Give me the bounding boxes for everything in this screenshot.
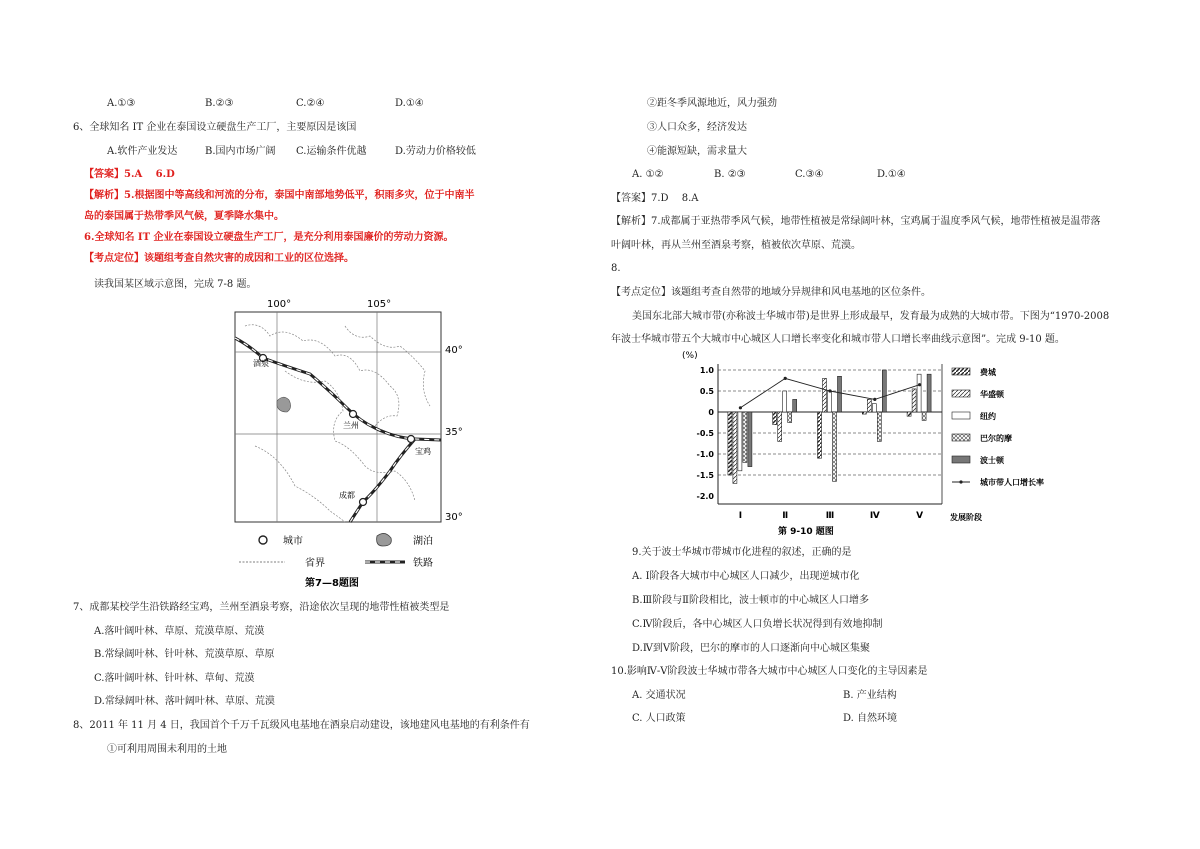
q7-option-b: B.常绿阔叶林、针叶林、荒漠草原、草原 — [94, 649, 275, 660]
analysis-8-number: 8. — [611, 263, 621, 274]
bar — [788, 412, 792, 423]
bar — [773, 412, 777, 425]
map-caption: 第7—8题图 — [305, 578, 359, 589]
chart-caption: 第 9-10 题图 — [778, 527, 834, 537]
answer-5-6: 【答案】5.A 6.D — [84, 169, 175, 180]
q6-option-a: A.软件产业发达 — [107, 146, 178, 157]
q10-stem: 10.影响Ⅳ-Ⅴ阶段波士华城市带各大城市中心城区人口变化的主导因素是 — [611, 666, 928, 677]
q10-option-c: C. 人口政策 — [632, 713, 686, 724]
x-tick-label: Ⅴ — [916, 511, 924, 521]
q9-option-d: D.Ⅳ到Ⅴ阶段，巴尔的摩市的人口逐渐向中心城区集聚 — [632, 643, 871, 654]
analysis-7-line1: 【解析】7.成都属于亚热带季风气候，地带性植被是常绿阔叶林，宝鸡属于温度季风气候，地带性植被是温带落 — [611, 216, 1101, 227]
railway-line — [235, 338, 441, 440]
x-tick-label: Ⅳ — [869, 511, 880, 521]
bar — [778, 412, 782, 441]
q8-item-3: ③人口众多，经济发达 — [647, 122, 747, 133]
intro-9-10-line2: 年波士华城市带五个大城市中心城区人口增长率变化和城市带人口增长率曲线示意图”。完成 9-10 题。 — [611, 334, 1065, 345]
y-tick-label: -1.5 — [696, 471, 714, 480]
bar — [733, 412, 737, 483]
legend-label: 费城 — [980, 368, 996, 377]
bar — [922, 412, 926, 420]
q8-option-c: C.③④ — [795, 169, 824, 180]
q7-option-d: D.常绿阔叶林、落叶阔叶林、草原、荒漠 — [94, 696, 275, 707]
legend-swatch — [952, 434, 970, 441]
q8-item-2: ②距冬季风源地近，风力强劲 — [647, 98, 777, 109]
bar — [927, 374, 931, 412]
line-point — [918, 383, 921, 386]
analysis-5-line2: 岛的泰国属于热带季风气候，夏季降水集中。 — [84, 211, 284, 222]
bar — [793, 399, 797, 412]
bar — [912, 389, 916, 412]
bar — [783, 391, 787, 412]
q9-option-b: B.Ⅲ阶段与Ⅱ阶段相比，波士顿市的中心城区人口增多 — [632, 595, 869, 606]
q8-option-d: D.①④ — [877, 169, 906, 180]
legend-swatch — [952, 368, 970, 375]
bar — [748, 412, 752, 467]
y-tick-label: 0.5 — [699, 387, 714, 396]
bar — [743, 412, 747, 462]
region-map — [225, 296, 475, 591]
legend-city-icon — [259, 536, 267, 544]
q7-option-c: C.落叶阔叶林、针叶林、草甸、荒漠 — [94, 673, 255, 684]
lon-label-105: 105° — [367, 299, 392, 310]
bar — [738, 412, 742, 471]
x-axis-label: 发展阶段 — [950, 513, 982, 522]
legend-label: 纽约 — [980, 412, 996, 421]
analysis-7-line2: 叶阔叶林，再从兰州至酒泉考察，植被依次草原、荒漠。 — [611, 240, 861, 251]
city-label-lanzhou: 兰州 — [343, 421, 359, 430]
q10-option-b: B. 产业结构 — [843, 690, 897, 701]
answer-7-8: 【答案】7.D 8.A — [611, 193, 699, 204]
y-tick-label: -0.5 — [696, 429, 714, 438]
bar — [867, 399, 871, 412]
intro-9-10-line1: 美国东北部大城市带(亦称波士华城市带)是世界上形成最早，发育最为成熟的大城市带。下图为“1970-2008 — [632, 311, 1110, 322]
legend-lake-icon — [377, 533, 392, 546]
bar — [828, 391, 832, 412]
legend-border: 省界 — [305, 558, 325, 569]
analysis-5-line1: 【解析】5.根据图中等高线和河流的分布，泰国中南部地势低平，积雨多灾，位于中南半 — [84, 190, 475, 201]
bar — [728, 412, 732, 475]
q5-option-d: D.①④ — [395, 98, 424, 109]
q8-stem: 8、2011 年 11 月 4 日，我国首个千万千瓦级风电基地在酒泉启动建设，该地建风电基地的有利条件有 — [73, 720, 530, 731]
bar — [862, 412, 866, 414]
bar — [838, 376, 842, 412]
city-baoji — [408, 436, 415, 443]
line-point — [873, 398, 876, 401]
q9-option-c: C.Ⅳ阶段后，各中心城区人口负增长状况得到有效地抑制 — [632, 619, 883, 630]
bar — [872, 404, 876, 412]
y-tick-label: -2.0 — [696, 492, 714, 501]
city-label-jiuquan: 酒泉 — [253, 359, 269, 368]
city-label-chengdu: 成都 — [339, 491, 355, 500]
q9-option-a: A. Ⅰ阶段各大城市中心城区人口减少，出现逆城市化 — [632, 571, 860, 582]
lat-label-40: 40° — [445, 345, 463, 356]
lon-label-100: 100° — [267, 299, 292, 310]
city-lanzhou — [350, 411, 357, 418]
analysis-6: 6.全球知名 IT 企业在泰国设立硬盘生产工厂，是充分利用泰国廉价的劳动力资源。 — [84, 232, 454, 243]
y-tick-label: -1.0 — [696, 450, 714, 459]
bar — [877, 412, 881, 441]
q6-option-b: B.国内市场广阔 — [205, 146, 276, 157]
q5-option-a: A.①③ — [107, 98, 136, 109]
bar — [823, 378, 827, 412]
q7-option-a: A.落叶阔叶林、草原、荒漠草原、荒漠 — [94, 626, 265, 637]
y-tick-label: 0 — [708, 408, 714, 417]
q8-item-4: ④能源短缺，需求量大 — [647, 146, 747, 157]
population-growth-chart — [680, 348, 1080, 538]
q8-option-a: A. ①② — [632, 169, 664, 180]
y-tick-label: 1.0 — [699, 366, 714, 375]
q8-item-1: ①可利用周围未利用的土地 — [107, 744, 227, 755]
legend-label: 华盛顿 — [980, 390, 1004, 399]
x-tick-label: Ⅲ — [825, 511, 835, 521]
lat-label-35: 35° — [445, 427, 463, 438]
city-chengdu — [360, 499, 367, 506]
province-border-4 — [255, 446, 345, 522]
lake — [277, 397, 291, 412]
q10-option-a: A. 交通状况 — [632, 690, 686, 701]
line-point — [828, 389, 831, 392]
legend-city: 城市 — [283, 536, 303, 547]
y-unit-label: (%) — [682, 351, 698, 361]
x-tick-label: Ⅱ — [782, 511, 789, 521]
city-label-baoji: 宝鸡 — [415, 447, 431, 456]
bar — [818, 412, 822, 458]
q7-stem: 7、成都某校学生沿铁路经宝鸡，兰州至酒泉考察，沿途依次呈现的地带性植被类型是 — [73, 602, 450, 613]
kaodian-7-8: 【考点定位】该题组考查自然带的地域分异规律和风电基地的区位条件。 — [611, 287, 931, 298]
q6-option-d: D.劳动力价格较低 — [395, 146, 476, 157]
x-tick-label: Ⅰ — [738, 511, 743, 521]
province-border — [245, 325, 399, 426]
legend-swatch — [952, 456, 970, 463]
legend-lake: 湖泊 — [413, 536, 433, 547]
legend-line-label: 城市带人口增长率 — [980, 478, 1044, 487]
kaodian-5-6: 【考点定位】该题组考查自然灾害的成因和工业的区位选择。 — [84, 253, 354, 264]
legend-label: 波士顿 — [980, 456, 1004, 465]
bar — [882, 370, 886, 412]
legend-rail: 铁路 — [413, 558, 433, 569]
line-point — [739, 406, 742, 409]
q5-option-b: B.②③ — [205, 98, 234, 109]
bar — [917, 374, 921, 412]
q10-option-d: D. 自然环境 — [843, 713, 898, 724]
province-border-3 — [345, 326, 430, 406]
q6-stem: 6、全球知名 IT 企业在泰国设立硬盘生产工厂，主要原因是该国 — [73, 122, 357, 133]
bar — [907, 412, 911, 416]
legend-swatch — [952, 412, 970, 419]
q8-option-b: B. ②③ — [714, 169, 746, 180]
bar — [833, 412, 837, 481]
q9-stem: 9.关于波士华城市带城市化进程的叙述，正确的是 — [632, 547, 852, 558]
q5-option-c: C.②④ — [296, 98, 325, 109]
legend-line-point — [959, 480, 962, 483]
intro-7-8: 读我国某区域示意图，完成 7-8 题。 — [94, 279, 257, 290]
q6-option-c: C.运输条件优越 — [296, 146, 367, 157]
legend-label: 巴尔的摩 — [980, 434, 1012, 443]
lat-label-30: 30° — [445, 512, 463, 523]
legend-swatch — [952, 390, 970, 397]
line-point — [784, 377, 787, 380]
